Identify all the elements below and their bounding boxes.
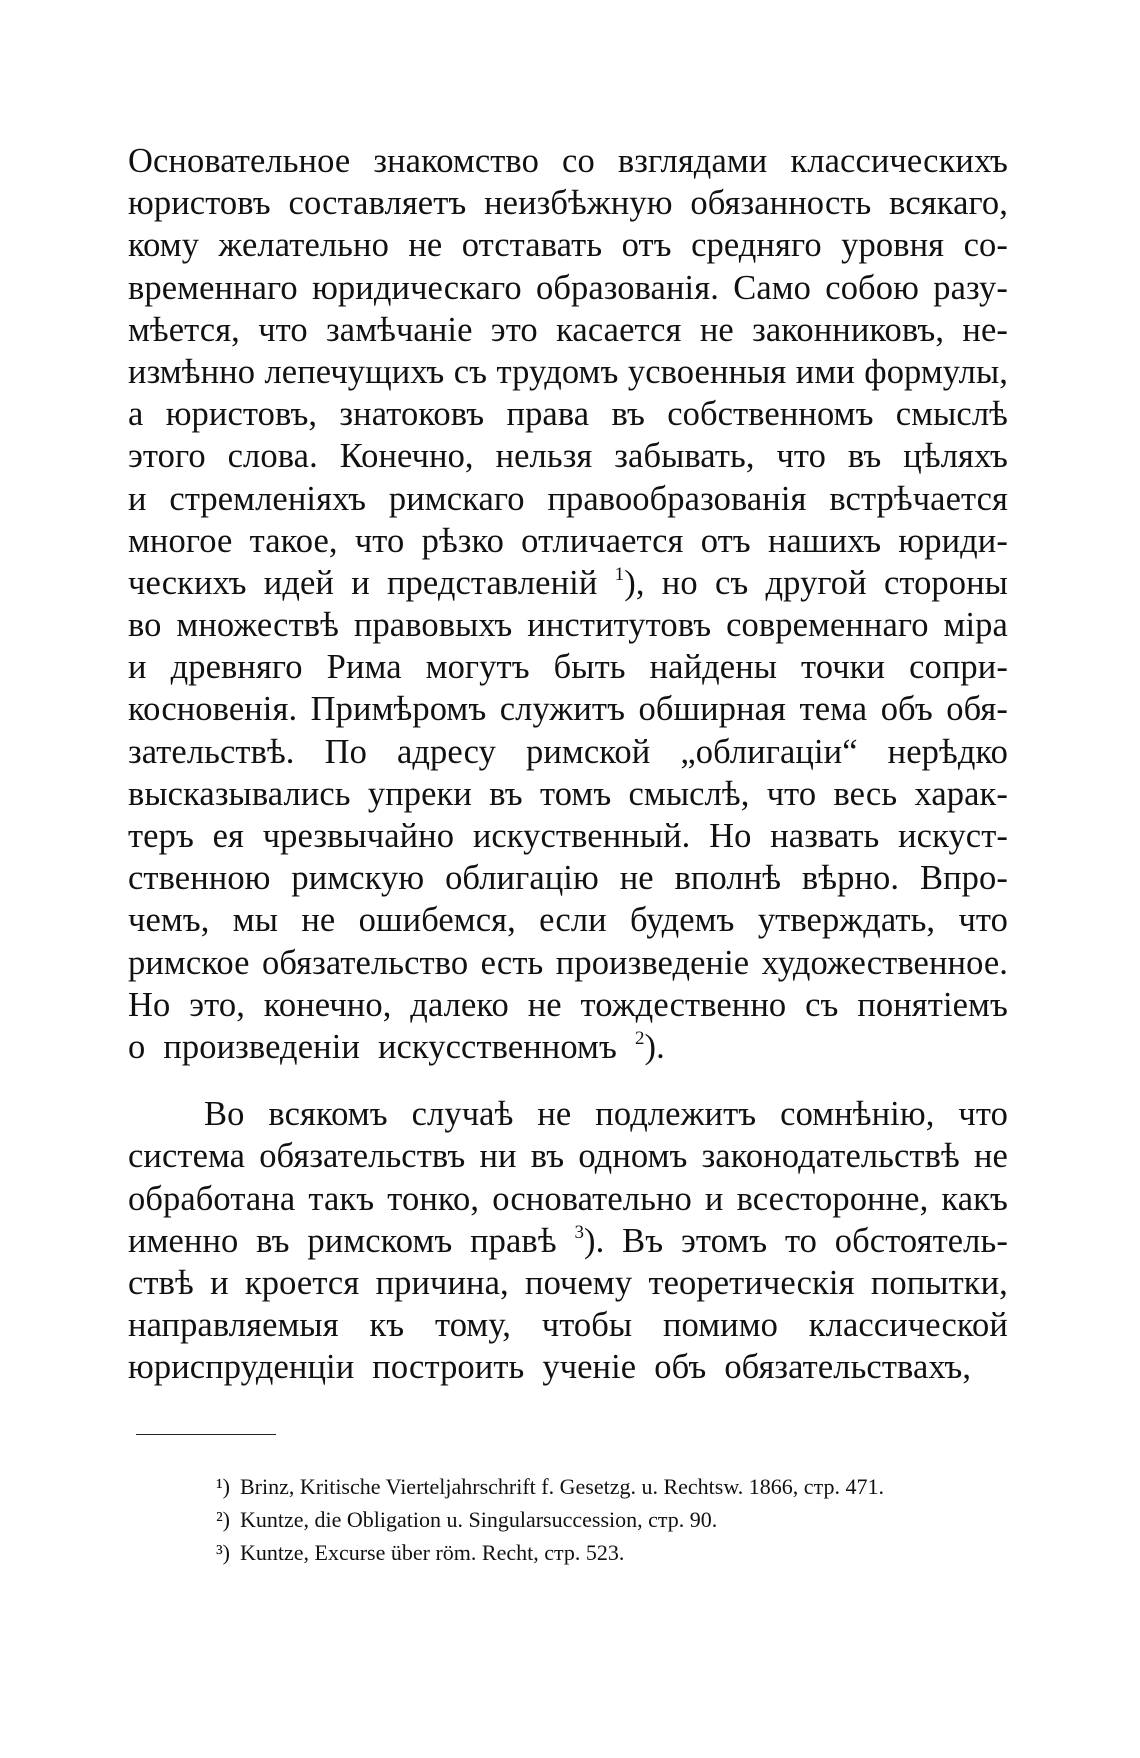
word: измѣнно bbox=[128, 352, 256, 391]
word: и bbox=[704, 1179, 724, 1218]
word: не bbox=[537, 1095, 572, 1134]
word: высказывались bbox=[128, 774, 351, 813]
word: и bbox=[351, 563, 370, 602]
word: ея bbox=[212, 817, 244, 855]
word: вполнѣ bbox=[674, 859, 782, 898]
text-line bbox=[128, 520, 1008, 562]
word: трудомъ bbox=[496, 352, 619, 391]
word: съ bbox=[805, 985, 839, 1024]
word: рѣзко bbox=[421, 521, 504, 560]
word: со bbox=[562, 142, 595, 180]
word: объ bbox=[880, 690, 933, 729]
word: въ bbox=[489, 774, 523, 813]
word: теоретическія bbox=[648, 1263, 855, 1302]
word: обя- bbox=[946, 690, 1008, 729]
text-line bbox=[128, 140, 1008, 182]
word: что bbox=[258, 310, 308, 349]
word: произведеніи bbox=[163, 1027, 360, 1066]
word: ошибемся, bbox=[358, 901, 516, 940]
word: нашихъ bbox=[767, 521, 882, 560]
paragraph-gap bbox=[128, 1068, 1008, 1093]
word: сопри- bbox=[909, 648, 1008, 687]
word: желательно bbox=[218, 226, 389, 265]
word: встрѣчается bbox=[829, 479, 1008, 518]
word: ученіе bbox=[542, 1348, 637, 1387]
word: знакомство bbox=[373, 142, 539, 180]
word: правовыхъ bbox=[353, 606, 513, 645]
text-line bbox=[128, 1026, 1008, 1068]
word: тема bbox=[799, 690, 868, 729]
text-line bbox=[128, 773, 1008, 815]
word: что bbox=[776, 437, 826, 476]
word: къ bbox=[369, 1306, 405, 1345]
word: обстоятель- bbox=[834, 1221, 1008, 1260]
footnote-reference: 1 bbox=[614, 563, 625, 585]
word: что bbox=[958, 1095, 1008, 1134]
word: кому bbox=[128, 226, 200, 265]
word: сомнѣнію, bbox=[780, 1095, 935, 1134]
word: причина, bbox=[375, 1263, 509, 1302]
word: слова. bbox=[227, 437, 318, 476]
text-line bbox=[128, 309, 1008, 351]
word: не bbox=[699, 310, 734, 349]
word: нельзя bbox=[495, 437, 593, 476]
word: а bbox=[128, 395, 144, 434]
word: Но bbox=[128, 985, 171, 1024]
word: отъ bbox=[700, 521, 751, 560]
word: попытки, bbox=[870, 1263, 1008, 1302]
text-line bbox=[128, 1178, 1008, 1220]
word: ственною bbox=[128, 859, 271, 898]
word: утверждать, bbox=[757, 901, 936, 940]
text-line bbox=[128, 351, 1008, 393]
footnote bbox=[212, 1503, 1012, 1536]
word: такое, bbox=[249, 521, 338, 560]
footnote bbox=[212, 1536, 1012, 1569]
body-text bbox=[128, 140, 1008, 1388]
word: тождественно bbox=[580, 985, 787, 1024]
word: По bbox=[324, 732, 367, 771]
word: классическихъ bbox=[790, 142, 1008, 180]
text-line bbox=[128, 899, 1008, 941]
text-line bbox=[128, 224, 1008, 266]
footnote bbox=[212, 1470, 1012, 1503]
word: стремленіяхъ bbox=[169, 479, 367, 518]
footnote-text: Brinz, Kritische Vierteljahrschrift f. Gesetzg. u. Rechtsw. 1866, стр. 471. bbox=[240, 1474, 884, 1499]
word: направляемыя bbox=[128, 1306, 339, 1345]
word: отличается bbox=[521, 521, 684, 560]
word: система bbox=[128, 1137, 246, 1176]
word: адресу bbox=[396, 732, 496, 771]
word: въ bbox=[256, 1221, 290, 1260]
word: юристовъ, bbox=[165, 395, 318, 434]
footnote-reference: 3 bbox=[574, 1221, 585, 1243]
word: если bbox=[539, 901, 607, 940]
word: найдены bbox=[649, 648, 778, 687]
word: отставать bbox=[461, 226, 603, 265]
word: другой bbox=[765, 563, 867, 602]
word: римское bbox=[128, 943, 250, 982]
word: чтобы bbox=[541, 1306, 633, 1345]
word: будемъ bbox=[630, 901, 735, 940]
text-line bbox=[128, 604, 1008, 646]
word: основательно bbox=[492, 1179, 692, 1218]
word: произведеніе bbox=[555, 943, 750, 982]
word: помимо bbox=[662, 1306, 779, 1345]
word: обязательствахъ, bbox=[724, 1348, 972, 1387]
word: не bbox=[527, 985, 562, 1024]
word: это, bbox=[189, 985, 245, 1024]
word: составляетъ bbox=[288, 184, 467, 223]
word: построить bbox=[372, 1348, 525, 1387]
word: въ bbox=[847, 437, 882, 476]
word: искусственномъ bbox=[377, 1027, 617, 1066]
word: неизбѣжную bbox=[484, 184, 673, 223]
word: Примѣромъ bbox=[310, 690, 487, 729]
word: усвоенныя bbox=[627, 352, 787, 391]
word: но bbox=[661, 563, 698, 602]
word: смыслѣ, bbox=[628, 774, 750, 813]
word: всесторонне, bbox=[736, 1179, 929, 1218]
word: взглядами bbox=[617, 142, 768, 180]
word: чемъ, bbox=[128, 901, 210, 940]
word: стороны bbox=[883, 563, 1008, 602]
word: и bbox=[128, 648, 147, 687]
word: нерѣдко bbox=[887, 732, 1008, 771]
text-line bbox=[128, 182, 1008, 224]
word: представленій bbox=[386, 563, 598, 602]
word: „облигаціи“ bbox=[680, 732, 858, 771]
word: институтовъ bbox=[527, 606, 712, 645]
text-line bbox=[128, 478, 1008, 520]
word: ими bbox=[795, 352, 855, 391]
word: томъ bbox=[539, 774, 612, 813]
word: юридическаго bbox=[312, 268, 522, 307]
word: зательствѣ. bbox=[128, 732, 295, 771]
text-line bbox=[128, 731, 1008, 773]
word: законниковъ, bbox=[752, 310, 945, 349]
word: правообразованія bbox=[547, 479, 807, 518]
word: Рима bbox=[326, 648, 402, 687]
word: то bbox=[784, 1221, 818, 1260]
word: это bbox=[490, 310, 538, 349]
footnote-mark: ²) bbox=[216, 1507, 230, 1532]
word: харак- bbox=[914, 774, 1008, 813]
text-line bbox=[128, 435, 1008, 477]
word: Во bbox=[204, 1095, 245, 1134]
word: права bbox=[506, 395, 590, 434]
word: быть bbox=[553, 648, 626, 687]
word: чрезвычайно bbox=[262, 817, 455, 855]
word: не- bbox=[962, 310, 1008, 349]
word: въ bbox=[530, 1137, 565, 1176]
word: обширная bbox=[638, 690, 787, 729]
word: почему bbox=[525, 1263, 633, 1302]
word: подлежитъ bbox=[595, 1095, 757, 1134]
word: множествѣ bbox=[176, 606, 339, 645]
word: теръ bbox=[128, 817, 194, 855]
word: забывать, bbox=[614, 437, 755, 476]
word: обработана bbox=[128, 1179, 296, 1218]
text-line bbox=[128, 688, 1008, 730]
word: собою bbox=[825, 268, 919, 307]
word: разу- bbox=[933, 268, 1008, 307]
word: могутъ bbox=[425, 648, 530, 687]
word: что bbox=[958, 901, 1008, 940]
word: Но bbox=[709, 817, 752, 855]
word: классической bbox=[808, 1306, 1008, 1345]
word: съ bbox=[453, 352, 488, 391]
word: обязательствъ bbox=[259, 1137, 466, 1176]
word: вѣрно. bbox=[801, 859, 900, 898]
word: многое bbox=[128, 521, 233, 560]
word: весь bbox=[833, 774, 898, 813]
word: этого bbox=[128, 437, 206, 476]
word: Основательное bbox=[128, 142, 351, 180]
word: образованія. bbox=[535, 268, 719, 307]
text-line bbox=[128, 1135, 1008, 1177]
word: мѣется, bbox=[128, 310, 240, 349]
word: Само bbox=[733, 268, 812, 307]
word: во bbox=[128, 606, 162, 645]
word: знатоковъ bbox=[339, 395, 485, 434]
word: есть bbox=[480, 943, 544, 982]
word: $^2$). bbox=[634, 1027, 665, 1066]
word: касается bbox=[556, 310, 682, 349]
word: одномъ bbox=[578, 1137, 688, 1176]
word: лепечущихъ bbox=[264, 352, 445, 391]
word: не bbox=[619, 859, 654, 898]
word: конечно, bbox=[263, 985, 392, 1024]
word: Въ bbox=[622, 1221, 664, 1260]
word: ни bbox=[479, 1137, 517, 1176]
word: мы bbox=[232, 901, 278, 940]
word: объ bbox=[654, 1348, 707, 1387]
text-line bbox=[128, 393, 1008, 435]
word: ческихъ bbox=[128, 563, 247, 602]
word: формулы, bbox=[864, 352, 1008, 391]
text-line bbox=[128, 646, 1008, 688]
word: тому, bbox=[435, 1306, 511, 1345]
word: далеко bbox=[410, 985, 509, 1024]
text-line bbox=[128, 1304, 1008, 1346]
word: назвать bbox=[770, 817, 880, 855]
text-line bbox=[128, 1262, 1008, 1304]
word: современнаго bbox=[726, 606, 929, 645]
text-line bbox=[128, 857, 1008, 899]
word: именно bbox=[128, 1221, 239, 1260]
word: міра bbox=[943, 606, 1008, 645]
word: юриспруденціи bbox=[128, 1348, 355, 1387]
word: римскомъ bbox=[307, 1221, 453, 1260]
footnote-reference: 2 bbox=[634, 1027, 645, 1049]
word: юристовъ bbox=[128, 184, 271, 223]
word: со- bbox=[963, 226, 1008, 265]
word: ствѣ bbox=[128, 1263, 194, 1302]
word: замѣчаніе bbox=[326, 310, 473, 349]
word: временнаго bbox=[128, 268, 298, 307]
word: съ bbox=[714, 563, 749, 602]
word: облигацію bbox=[445, 859, 599, 898]
word: обязательство bbox=[262, 943, 469, 982]
word: что bbox=[354, 521, 405, 560]
text-line bbox=[128, 815, 1008, 857]
word: не bbox=[408, 226, 443, 265]
word: всякомъ bbox=[268, 1095, 388, 1134]
word: случаѣ bbox=[411, 1095, 514, 1134]
footnote-text: Kuntze, Excurse über röm. Recht, стр. 523. bbox=[240, 1540, 625, 1565]
footnote-separator bbox=[136, 1434, 276, 1435]
word: тонко, bbox=[387, 1179, 480, 1218]
word: въ bbox=[611, 395, 645, 434]
text-line bbox=[128, 984, 1008, 1026]
word: всякаго, bbox=[889, 184, 1008, 223]
word: не bbox=[973, 1137, 1008, 1176]
word: цѣляхъ bbox=[903, 437, 1008, 476]
text-line bbox=[128, 1346, 1008, 1388]
word: искуст- bbox=[898, 817, 1008, 855]
word: и bbox=[210, 1263, 229, 1302]
word: римскаго bbox=[388, 479, 525, 518]
word: $^1$), bbox=[614, 563, 645, 602]
word: точки bbox=[801, 648, 886, 687]
footnote-text: Kuntze, die Obligation u. Singularsuccession, стр. 90. bbox=[240, 1507, 718, 1532]
word: $^3$). bbox=[574, 1221, 605, 1260]
word: служитъ bbox=[499, 690, 626, 729]
word: римскую bbox=[291, 859, 425, 898]
word: древняго bbox=[170, 648, 303, 687]
word: кроется bbox=[244, 1263, 360, 1302]
word: косновенія. bbox=[128, 690, 298, 729]
text-line bbox=[128, 942, 1008, 984]
footnotes bbox=[212, 1470, 1012, 1569]
word: обязанность bbox=[690, 184, 872, 223]
word: такъ bbox=[308, 1179, 375, 1218]
word: понятіемъ bbox=[857, 985, 1008, 1024]
word: Конечно, bbox=[339, 437, 474, 476]
word: средняго bbox=[691, 226, 822, 265]
word: этомъ bbox=[680, 1221, 768, 1260]
word: отъ bbox=[621, 226, 672, 265]
text-line bbox=[128, 1093, 1008, 1135]
word: что bbox=[766, 774, 817, 813]
word: правѣ bbox=[470, 1221, 557, 1260]
word: римской bbox=[526, 732, 651, 771]
word: какъ bbox=[941, 1179, 1008, 1218]
word: идей bbox=[263, 563, 334, 602]
word: законодательствѣ bbox=[701, 1137, 960, 1176]
text-line bbox=[128, 267, 1008, 309]
word: упреки bbox=[367, 774, 472, 813]
word: собственномъ bbox=[667, 395, 874, 434]
footnote-mark: ¹) bbox=[216, 1474, 230, 1499]
word: и bbox=[128, 479, 147, 518]
text-line bbox=[128, 562, 1008, 604]
word: Впро- bbox=[919, 859, 1008, 898]
word: уровня bbox=[841, 226, 945, 265]
word: художественное. bbox=[761, 943, 1008, 982]
text-line bbox=[128, 1220, 1008, 1262]
word: о bbox=[128, 1027, 146, 1066]
word: смыслѣ bbox=[895, 395, 1008, 434]
word: искуственный. bbox=[472, 817, 691, 855]
footnote-mark: ³) bbox=[216, 1540, 230, 1565]
word: не bbox=[301, 901, 336, 940]
word: юриди- bbox=[898, 521, 1008, 560]
